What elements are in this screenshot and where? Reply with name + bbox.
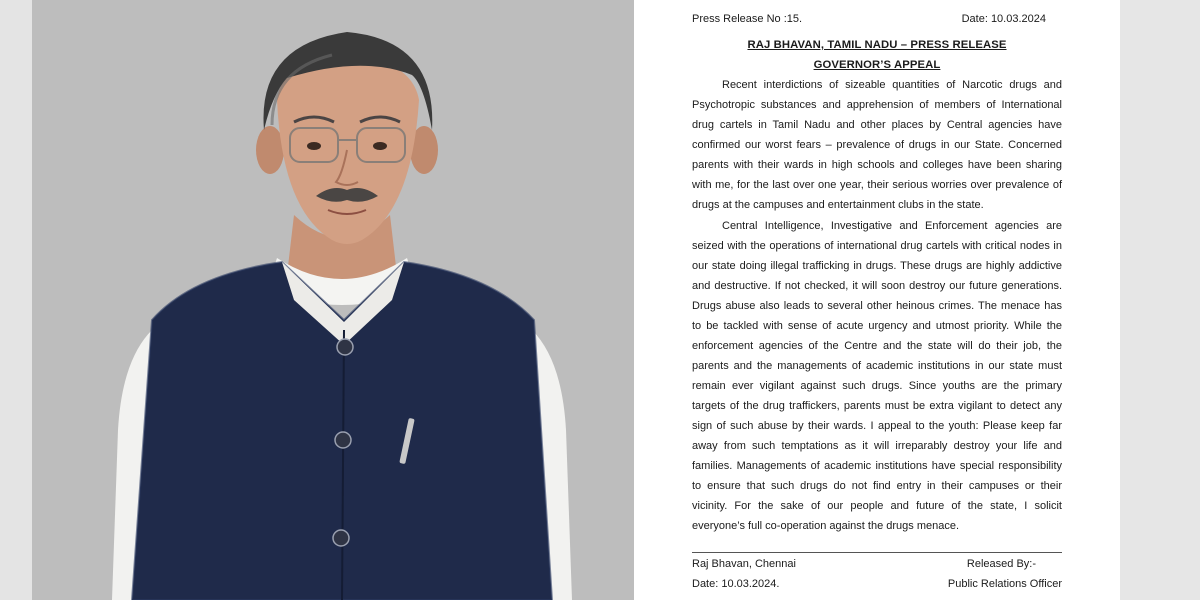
- footer-divider: [692, 552, 1062, 553]
- release-paragraph-2: Central Intelligence, Investigative and Enforcement agencies are seized with the operations of international drug cartels with critical nodes in our state doing illegal trafficking in drugs. These drugs are highly addictive and destructive. If not checked, it will soon destroy our future generations. Drugs abuse also leads to several other heinous crimes. The menace has to be tackled with sense of acute urgency and utmost priority. While the enforcement agencies of the Centre and the state will do their job, the parents and the managements of academic institutions in our state must remain ever vigilant against such drugs. Since youths are the primary targets of the drug traffickers, parents must be extra vigilant to detect any sign of such abuse by their wards. I appeal to the youth: Please keep far away from such temptations as it will irreparably destroy your life and families. Managements of academic institutions have special responsibility to ensure that such drugs do not find entry in their campuses or their vicinity. For the sake of our people and future of the state, I solicit everyone’s full co-operation against the drugs menace.: [692, 220, 1062, 532]
- footer-officer: Public Relations Officer: [947, 578, 1062, 590]
- release-subtitle: GOVERNOR’S APPEAL: [813, 59, 941, 71]
- footer-place: Raj Bhavan, Chennai: [692, 558, 796, 570]
- footer-date: Date: 10.03.2024.: [692, 578, 780, 590]
- press-release-body: [692, 9, 1062, 536]
- release-title: RAJ BHAVAN, TAMIL NADU – PRESS RELEASE: [747, 39, 1007, 51]
- footer-released-by: Released By:-: [966, 558, 1036, 570]
- release-header: [692, 9, 1062, 29]
- release-date: Date: 10.03.2024: [961, 13, 1046, 25]
- release-footer: [692, 552, 1062, 594]
- press-release-document: [634, 0, 1120, 600]
- release-paragraph-1: Recent interdictions of sizeable quantities of Narcotic drugs and Psychotropic substances and apprehension of members of International drug cartels in Tamil Nadu and other places by Central agencies have confirmed our worst fears – prevalence of drugs in our State. Concerned parents with their wards in high schools and colleges have been sharing with me, for the last over one year, their serious worries over prevalence of drugs at the campuses and entertainment clubs in the state.: [692, 79, 1062, 211]
- governor-portrait: [32, 0, 634, 600]
- release-number: Press Release No :15.: [692, 13, 803, 25]
- right-margin: [1120, 0, 1200, 600]
